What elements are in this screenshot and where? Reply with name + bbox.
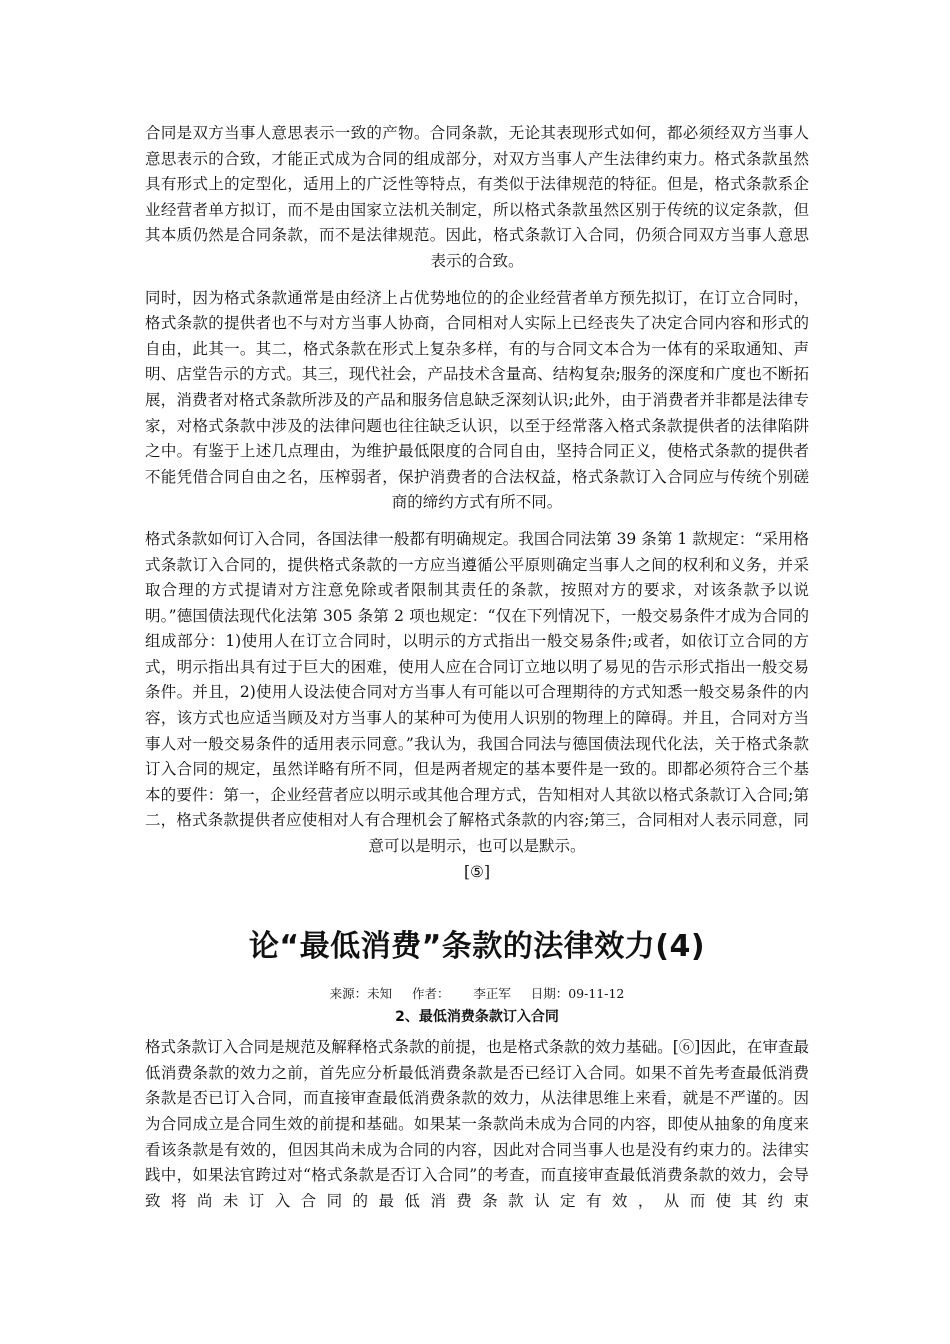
- footnote-reference: [⑤]: [464, 862, 490, 881]
- article-title: 论“最低消费”条款的法律效力(4): [248, 929, 706, 965]
- section-heading: 2、最低消费条款订入合同: [395, 1009, 559, 1026]
- article-meta: 来源：未知 作者： 李正军 日期：09-11-12: [329, 986, 625, 1002]
- document-page: [145, 121, 809, 1225]
- paragraph-1: 合同是双方当事人意思表示一致的产物。合同条款，无论其表现形式如何，都必须经双方当事人意思表示的合致，才能正式成为合同的组成部分，对双方当事人产生法律约束力。格式条款虽然具有形式上的定型化，适用上的广泛性等特点，有类似于法律规范的特征。但是，格式条款系企业经营者单方拟订，而不是由国家立法机关制定，所以格式条款虽然区别于传统的议定条款，但其本质仍然是合同条款，而不是法律规范。因此，格式条款订入合同，仍须合同双方当事人意思表示的合致。: [145, 124, 809, 270]
- paragraph-2: 同时，因为格式条款通常是由经济上占优势地位的的企业经营者单方预先拟订，在订立合同时，格式条款的提供者也不与对方当事人协商，合同相对人实际上已经丧失了决定合同内容和形式的自由，此其一。其二，格式条款在形式上复杂多样，有的与合同文本合为一体有的采取通知、声明、店堂告示的方式。其三，现代社会，产品技术含量高、结构复杂;服务的深度和广度也不断拓展，消费者对格式条款所涉及的产品和服务信息缺乏深刻认识;此外，由于消费者并非都是法律专家，对格式条款中涉及的法律问题也往往缺乏认识，以至于经常落入格式条款提供者的法律陷阱之中。有鉴于上述几点理由，为维护最低限度的合同自由，坚持合同正义，使格式条款的提供者不能凭借合同自由之名，压榨弱者，保护消费者的合法权益，格式条款订入合同应与传统个别磋商的缔约方式有所不同。: [145, 288, 809, 512]
- article-body: 格式条款订入合同是规范及解释格式条款的前提，也是格式条款的效力基础。[⑥]因此，在审查最低消费条款的效力之前，首先应分析最低消费条款是否已经订入合同。如果不首先考查最低消费条款是否已订入合同，而直接审查最低消费条款的效力，从法律思维上来看，就是不严谨的。因为合同成立是合同生效的前提和基础。如果某一条款尚未成为合同的内容，即使从抽象的角度来看该条款是有效的，但因其尚未成为合同的内容，因此对合同当事人也是没有约束力的。法律实践中，如果法官跨过对“格式条款是否订入合同”的考查，而直接审查最低消费条款的效力，会导致将尚未订入合同的最低消费条款认定有效，从而使其约束: [145, 1038, 809, 1210]
- paragraph-3: 格式条款如何订入合同，各国法律一般都有明确规定。我国合同法第 39 条第 1 款规定：“采用格式条款订入合同的，提供格式条款的一方应当遵循公平原则确定当事人之间的权利和义务，并采取合理的方式提请对方注意免除或者限制其责任的条款，按照对方的要求，对该条款予以说明。”德国债法现代化法第 305 条第 2 项也规定：“仅在下列情况下，一般交易条件才成为合同的组成部分：1)使用人在订立合同时，以明示的方式指出一般交易条件;或者，如依订立合同的方式，明示指出具有过于巨大的困难，使用人应在合同订立地以明了易见的告示形式指出一般交易条件。并且，2)使用人设法使合同对方当事人有可能以可合理期待的方式知悉一般交易条件的内容，该方式也应适当顾及对方当事人的某种可为使用人识别的物理上的障碍。并且，合同对方当事人对一般交易条件的适用表示同意。”我认为，我国合同法与德国债法现代化法，关于格式条款订入合同的规定，虽然详略有所不同，但是两者规定的基本要件是一致的。即都必须符合三个基本的要件：第一，企业经营者应以明示或其他合理方式，告知相对人其欲以格式条款订入合同;第二，格式条款提供者应使相对人有合理机会了解格式条款的内容;第三，合同相对人表示同意，同意可以是明示，也可以是默示。: [145, 529, 809, 856]
